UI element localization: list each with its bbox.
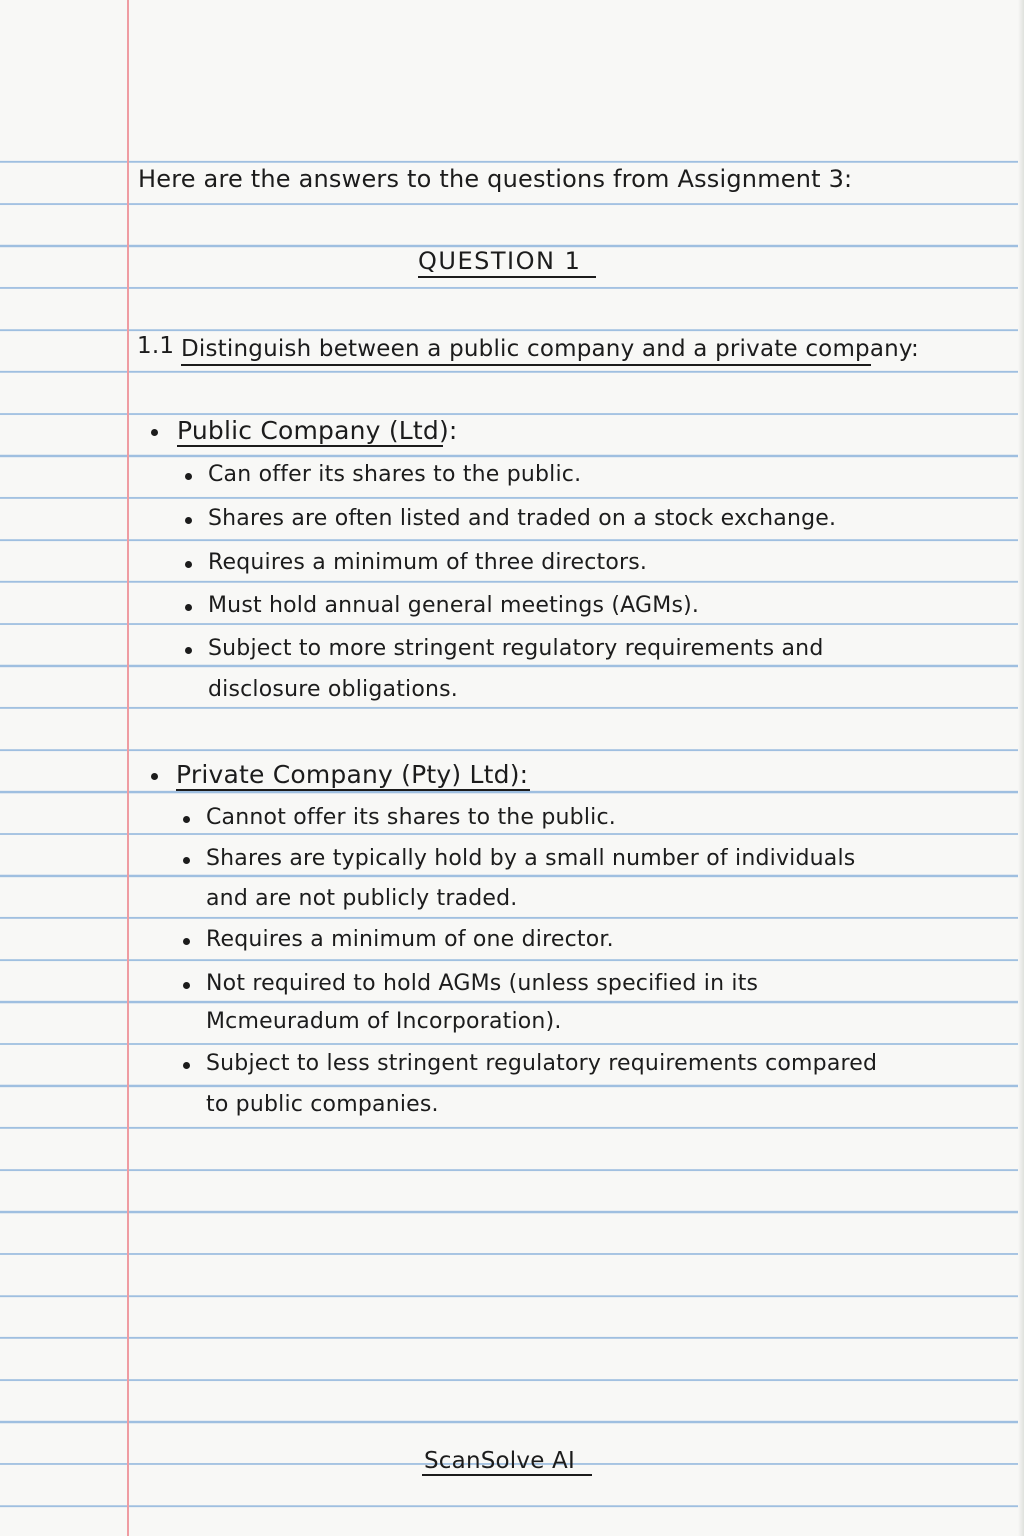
page-edge-shadow (1018, 0, 1024, 1536)
private-company-item-continuation: and are not publicly traded. (206, 886, 518, 911)
question-heading-underline (418, 276, 596, 278)
public-company-item: Shares are often listed and traded on a stock exchange. (208, 506, 837, 531)
bullet-icon (151, 429, 158, 436)
footer-underline (422, 1474, 592, 1476)
subquestion-number: 1.1 (137, 333, 175, 359)
subquestion-title: Distinguish between a public company and a private company: (181, 336, 920, 362)
bullet-icon (185, 604, 192, 611)
public-company-item: Requires a minimum of three directors. (208, 550, 648, 575)
subquestion-underline (181, 364, 871, 366)
private-company-item-continuation: Mcmeuradum of Incorporation). (206, 1009, 562, 1034)
bullet-icon (183, 816, 190, 823)
question-heading: QUESTION 1 (418, 247, 582, 275)
bullet-icon (185, 647, 192, 654)
bullet-icon (183, 938, 190, 945)
private-company-heading: Private Company (Pty) Ltd): (176, 760, 529, 789)
private-company-item: Requires a minimum of one director. (206, 927, 614, 952)
page-header-space (0, 0, 1024, 150)
private-company-heading-underline (176, 789, 530, 791)
public-company-heading-underline (177, 445, 443, 447)
bullet-icon (185, 473, 192, 480)
public-company-heading: Public Company (Ltd): (177, 416, 458, 445)
public-company-item-continuation: disclosure obligations. (208, 677, 458, 702)
bullet-icon (183, 982, 190, 989)
public-company-item: Subject to more stringent regulatory requirements and (208, 636, 824, 661)
intro-text: Here are the answers to the questions from Assignment 3: (138, 165, 853, 193)
margin-line (127, 0, 129, 1536)
private-company-item-continuation: to public companies. (206, 1092, 439, 1117)
bullet-icon (151, 773, 158, 780)
private-company-item: Cannot offer its shares to the public. (206, 805, 616, 830)
public-company-item: Must hold annual general meetings (AGMs). (208, 593, 700, 618)
footer-brand: ScanSolve AI (424, 1448, 575, 1474)
private-company-item: Subject to less stringent regulatory requirements compared (206, 1051, 878, 1076)
bullet-icon (185, 561, 192, 568)
private-company-item: Not required to hold AGMs (unless specified in its (206, 971, 759, 996)
bullet-icon (183, 1062, 190, 1069)
private-company-item: Shares are typically hold by a small number of individuals (206, 846, 856, 871)
bullet-icon (185, 517, 192, 524)
bullet-icon (183, 857, 190, 864)
public-company-item: Can offer its shares to the public. (208, 462, 582, 487)
